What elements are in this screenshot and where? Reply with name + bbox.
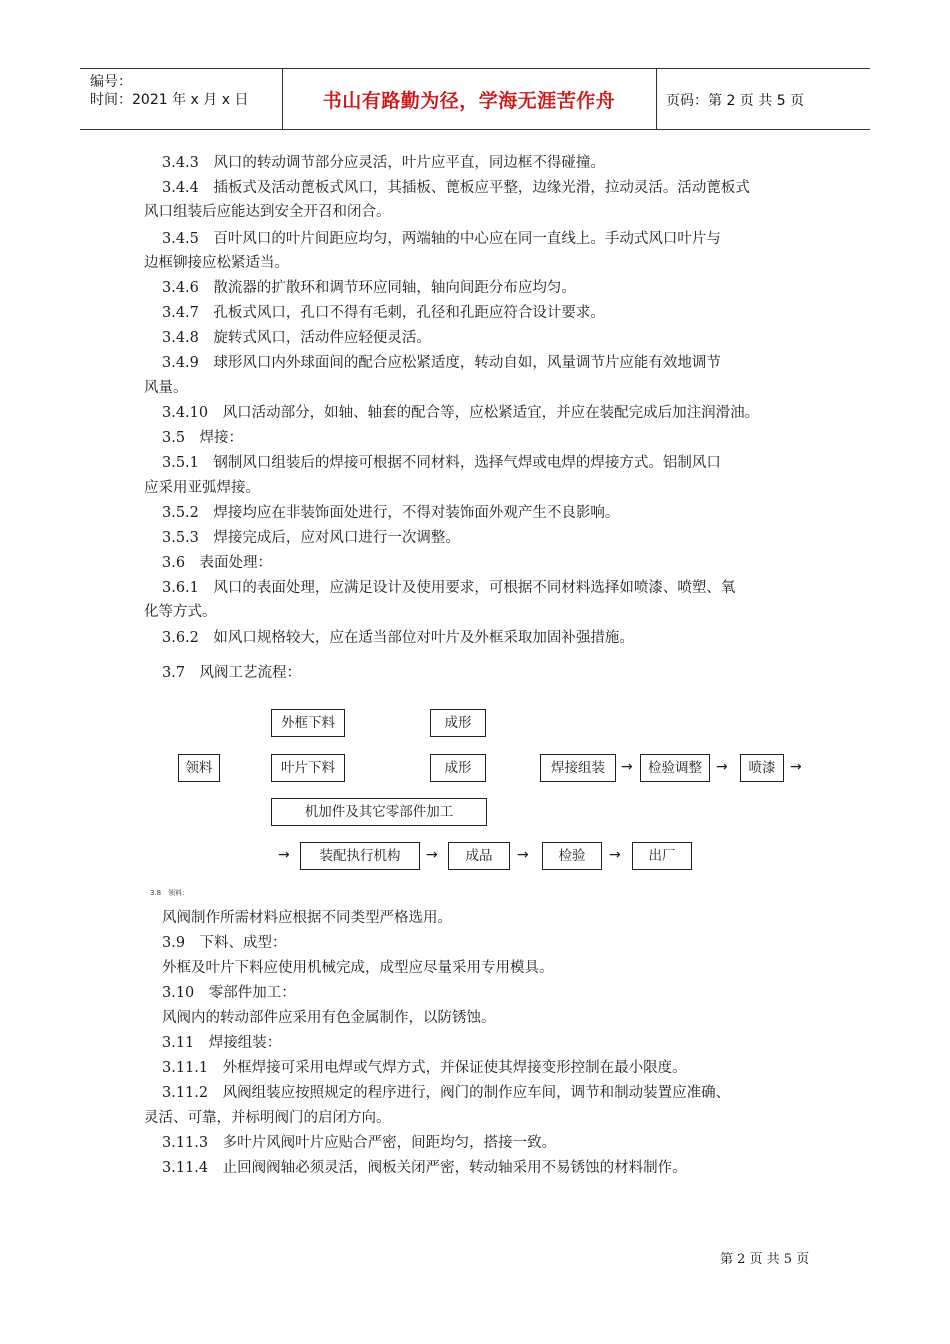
section-heading: 3.9 下料、成型：	[162, 935, 287, 951]
flow-step-zhuangpei: 装配执行机构	[300, 842, 420, 870]
flow-step-lingliao: 领料	[178, 754, 220, 782]
header-meta	[90, 73, 248, 109]
header-date: 时间：2021 年 x 月 x 日	[90, 92, 249, 108]
header-page-number: 页码：第 2 页 共 5 页	[666, 93, 805, 109]
paragraph: 3.5.3 焊接完成后，应对风口进行一次调整。	[162, 530, 460, 546]
paragraph: 3.4.9 球形风口内外球面间的配合应松紧适度，转动自如，风量调节片应能有效地调节	[162, 355, 721, 371]
header-divider	[656, 69, 657, 129]
arrow-icon: →	[790, 759, 802, 775]
flow-title: 3.7 风阀工艺流程：	[162, 665, 302, 681]
document-header	[80, 68, 870, 130]
small-note: 3.8 领料：	[150, 889, 190, 897]
flow-step-hanjie: 焊接组装	[540, 754, 616, 782]
header-number: 编号：	[90, 74, 132, 90]
paragraph: 3.4.5 百叶风口的叶片间距应均匀，两端轴的中心应在同一直线上。手动式风口叶片与	[162, 231, 721, 247]
flow-step-chengxing-1: 成形	[430, 709, 486, 737]
arrow-icon: →	[517, 847, 529, 863]
paragraph: 3.11.1 外框焊接可采用电焊或气焊方式，并保证使其焊接变形控制在最小限度。	[162, 1060, 687, 1076]
flow-step-penqi: 喷漆	[740, 754, 784, 782]
paragraph: 风阀制作所需材料应根据不同类型严格选用。	[162, 910, 452, 926]
header-motto: 书山有路勤为径，学海无涯苦作舟	[322, 89, 616, 112]
paragraph: 3.11.4 止回阀阀轴必须灵活，阀板关闭严密，转动轴采用不易锈蚀的材料制作。	[162, 1160, 687, 1176]
flow-step-chuchang: 出厂	[632, 842, 692, 870]
arrow-icon: →	[716, 759, 728, 775]
flow-step-chengpin: 成品	[448, 842, 510, 870]
paragraph: 风量。	[144, 380, 188, 396]
section-heading: 3.5 焊接：	[162, 430, 244, 446]
footer-page-number: 第 2 页 共 5 页	[720, 1252, 810, 1267]
arrow-icon: →	[609, 847, 621, 863]
paragraph: 风口组装后应能达到安全开召和闭合。	[144, 204, 391, 220]
paragraph: 3.4.4 插板式及活动蓖板式风口，其插板、蓖板应平整，边缘光滑，拉动灵活。活动蓖板式	[162, 180, 750, 196]
paragraph: 3.5.2 焊接均应在非装饰面处进行，不得对装饰面外观产生不良影响。	[162, 505, 620, 521]
arrow-icon: →	[278, 847, 290, 863]
section-heading: 3.10 零部件加工：	[162, 985, 296, 1001]
arrow-icon: →	[426, 847, 438, 863]
paragraph: 3.11.2 风阀组装应按照规定的程序进行，阀门的制作应车间，调节和制动装置应准确、	[162, 1085, 731, 1101]
paragraph: 3.6.2 如风口规格较大，应在适当部位对叶片及外框采取加固补强措施。	[162, 630, 634, 646]
paragraph: 灵活、可靠，并标明阀门的启闭方向。	[144, 1110, 391, 1126]
paragraph: 3.11.3 多叶片风阀叶片应贴合严密，间距均匀，搭接一致。	[162, 1135, 557, 1151]
paragraph: 3.5.1 钢制风口组装后的焊接可根据不同材料，选择气焊或电焊的焊接方式。铝制风口	[162, 455, 721, 471]
paragraph: 应采用亚弧焊接。	[144, 480, 260, 496]
flow-step-chengxing-2: 成形	[430, 754, 486, 782]
flow-step-jianyan-tiaozheng: 检验调整	[640, 754, 710, 782]
paragraph: 外框及叶片下料应使用机械完成，成型应尽量采用专用模具。	[162, 960, 554, 976]
section-heading: 3.6 表面处理：	[162, 555, 273, 571]
paragraph: 3.4.7 孔板式风口，孔口不得有毛刺，孔径和孔距应符合设计要求。	[162, 305, 605, 321]
paragraph: 化等方式。	[144, 604, 217, 620]
flow-step-yepian: 叶片下料	[271, 754, 345, 782]
paragraph: 3.6.1 风口的表面处理，应满足设计及使用要求，可根据不同材料选择如喷漆、喷塑、氧	[162, 580, 736, 596]
arrow-icon: →	[621, 759, 633, 775]
paragraph: 边框铆接应松紧适当。	[144, 255, 289, 271]
paragraph: 3.4.10 风口活动部分，如轴、轴套的配合等，应松紧适宜，并应在装配完成后加注润滑油。	[162, 405, 760, 421]
flow-step-jijiajian: 机加件及其它零部件加工	[271, 798, 487, 826]
paragraph: 3.4.6 散流器的扩散环和调节环应同轴，轴向间距分布应均匀。	[162, 280, 576, 296]
flow-step-jianyan: 检验	[542, 842, 602, 870]
section-heading: 3.11 焊接组装：	[162, 1035, 282, 1051]
paragraph: 风阀内的转动部件应采用有色金属制作，以防锈蚀。	[162, 1010, 496, 1026]
flow-step-waikuang: 外框下料	[271, 709, 345, 737]
paragraph: 3.4.8 旋转式风口，活动件应轻便灵活。	[162, 330, 431, 346]
paragraph: 3.4.3 风口的转动调节部分应灵活，叶片应平直，同边框不得碰撞。	[162, 155, 605, 171]
